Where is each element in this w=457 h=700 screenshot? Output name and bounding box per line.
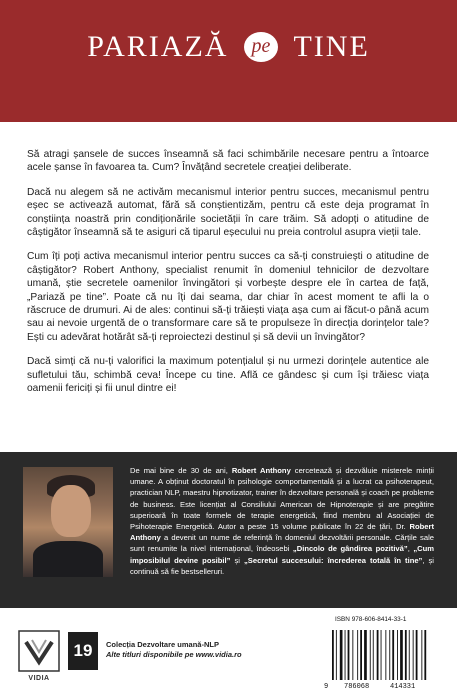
barcode-bar — [405, 630, 407, 680]
author-name-1: Robert Anthony — [231, 466, 291, 475]
paragraph-2: Dacă nu alegem să ne activăm mecanismul interior pentru succes, mecanismul pentru eșec se activează automat, fără să conștientizăm, pentru că este deja programat în conștiința noastră prin condiționările societății în care trăim. Să adopți o atitudine de câștigător înseamnă să te asiguri că tiparul eșecului nu preia controlul asupra vieții tale. — [27, 186, 429, 239]
barcode-bar — [340, 630, 343, 680]
author-face — [51, 485, 91, 537]
isbn-label: ISBN 978-606-8414-33-1 — [335, 616, 407, 623]
book-title-3: „Secretul succesului: încrederea totală în tine” — [243, 555, 423, 565]
barcode-bar — [345, 630, 346, 680]
barcode-bar — [421, 630, 422, 680]
vidia-logo-icon — [18, 630, 60, 674]
barcode-bar — [381, 630, 382, 680]
bio-text-2: cercetează și dezvăluie misterele minții umane. A obținut doctoratul în psihologie comportamentală și a lucrat ca psihoterapeut, practician NLP, maestru hipnotizator, trainer în dezvoltare personală și coach pe probleme de business. Este licențiat al Consiliului American de Hipnoterapie și are pregătire superioară în toate formele de terapie energetică, fiind membru al Asociației de Psihoterapie Energetică. Autor a peste 15 volume publicate în 22 de țări, Dr. — [130, 466, 434, 532]
back-cover-text — [27, 148, 429, 407]
barcode-bar — [357, 630, 358, 680]
bio-text-1: De mai bine de 30 de ani, — [130, 466, 232, 475]
barcode-bar — [416, 630, 418, 680]
barcode-bar — [400, 630, 403, 680]
book-title — [0, 28, 457, 64]
collection-sub: Alte titluri disponibile pe www.vidia.ro — [106, 650, 242, 659]
author-name-2: Robert Anthony — [130, 522, 434, 543]
barcode-bar — [373, 630, 374, 680]
bio-text-6: , și continuă să fie bestselleruri. — [130, 555, 434, 576]
barcode-bar — [332, 630, 334, 680]
barcode-bar — [424, 630, 426, 680]
author-bio — [130, 465, 434, 577]
paragraph-4: Dacă simți că nu-ți valorifici la maximum potențialul și nu urmezi dorințele autentice ale sufletului tău, schimbă ceva! Începe cu tine. Află ce gândesc și cum își trăiesc viața oamenii fericiți și fii unul dintre ei! — [27, 356, 429, 395]
paragraph-1: Să atragi șansele de succes înseamnă să faci schimbările necesare pentru a întoarce acele șanse în favoarea ta. Cum? Învățând secretele creației deliberate. — [27, 149, 429, 174]
barcode-bar — [389, 630, 390, 680]
author-photo — [23, 467, 113, 577]
title-right: TINE — [293, 30, 370, 64]
barcode-bar — [409, 630, 410, 680]
barcode — [322, 626, 442, 690]
barcode-digits-2: 414331 — [390, 683, 416, 690]
barcode-bar — [392, 630, 394, 680]
title-left: PARIAZĂ — [87, 30, 229, 64]
barcode-bar — [348, 630, 350, 680]
barcode-bar — [352, 630, 353, 680]
barcode-digits-1: 786068 — [344, 683, 370, 690]
paragraph-3: Cum îți poți activa mecanismul interior pentru succes ca să-ți construiești o atitudine de câștigător? Robert Anthony, specialist renumit în domeniul tehnicilor de dezvoltare umană, știe secretele oamenilor învingători și vorbește despre ele în cartea de față, „Pariază pe tine”. Poate că nu îți dai seama, dar chiar în acest moment te afli la o răscruce de drumuri. Ai de ales: continui să-ți trăiești viața așa cum ai făcut-o până acum sau ai nevoie urgentă de o transformare care să te propulseze în direcția dorințelor tale? Ești cu adevărat hotărât să-ți reproiectezi destinul și să devii un învingător? — [27, 251, 429, 343]
barcode-bar — [377, 630, 379, 680]
barcode-bar — [413, 630, 414, 680]
bio-text-4: , — [407, 544, 414, 554]
bio-text-5: și — [230, 555, 244, 565]
barcode-bar — [364, 630, 367, 680]
barcode-bar — [360, 630, 362, 680]
collection-line: Colecția Dezvoltare umană-NLP — [106, 640, 219, 649]
barcode-digit-left: 9 — [324, 683, 329, 690]
collection-number: 19 — [68, 632, 98, 670]
publisher-name: VIDIA — [28, 675, 50, 682]
bio-text-3: a devenit un nume de referință în domeniul dezvoltării personale. Cărțile sale sunt renumite la nivel internațional, îndeosebi — [130, 533, 434, 554]
book-title-2: „Cum imposibilul devine posibil” — [130, 544, 434, 565]
barcode-bar — [336, 630, 337, 680]
collection-info — [106, 640, 286, 660]
barcode-bar — [397, 630, 398, 680]
barcode-bar — [385, 630, 386, 680]
book-title-1: „Dincolo de gândirea pozitivă” — [292, 544, 408, 554]
author-suit — [33, 541, 103, 577]
title-pe-badge: pe — [244, 32, 278, 62]
barcode-bar — [370, 630, 371, 680]
